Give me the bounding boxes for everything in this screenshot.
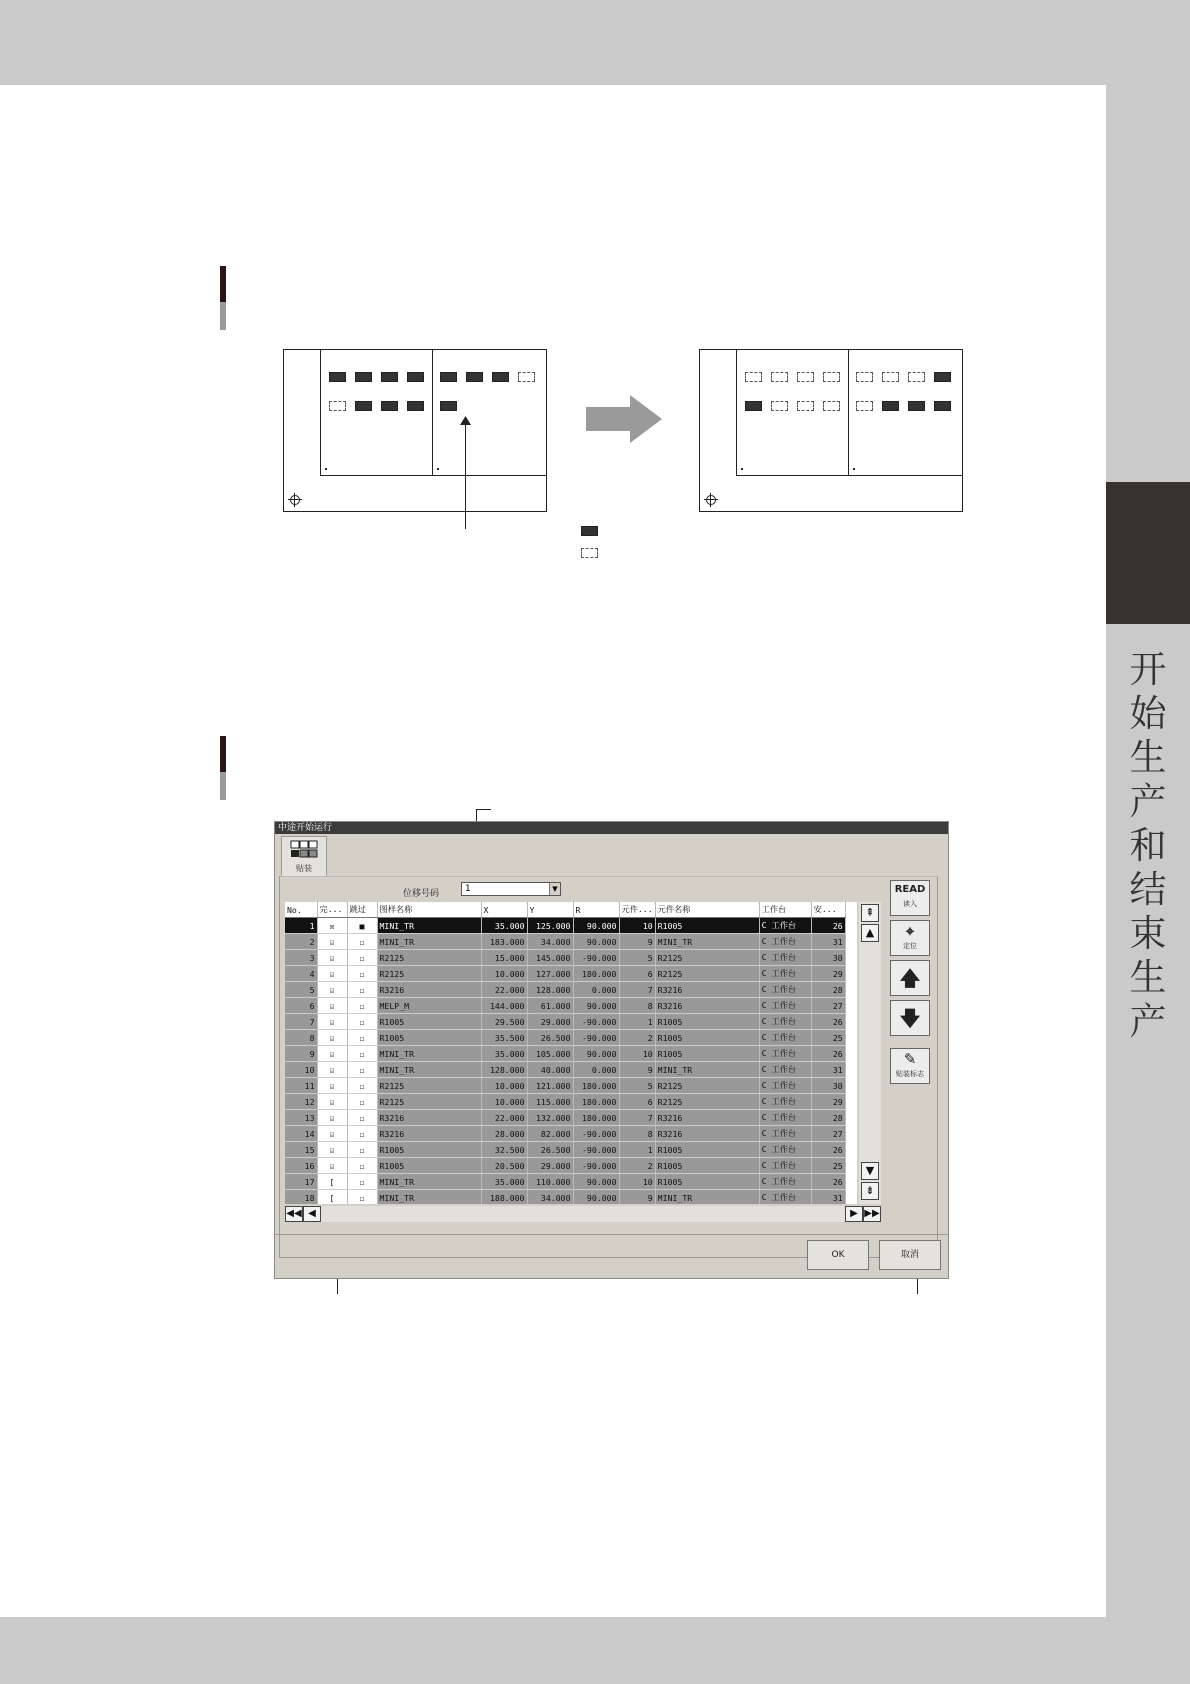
table-row[interactable] (285, 1078, 845, 1094)
table-cell: 10 (619, 1046, 655, 1062)
table-cell: 90.000 (573, 1174, 619, 1190)
table-cell: 8 (619, 1126, 655, 1142)
resume-dialog (274, 821, 949, 1279)
table-cell: -90.000 (573, 1142, 619, 1158)
skip-checkbox[interactable]: ☐ (347, 1094, 377, 1110)
table-cell: 31 (811, 934, 845, 950)
table-cell: MINI_TR (655, 934, 759, 950)
locate-label: 定位 (903, 942, 917, 950)
skip-checkbox[interactable]: ☐ (347, 998, 377, 1014)
col-header[interactable]: 安... (811, 902, 845, 918)
completed-checkbox[interactable]: ☑ (317, 1030, 347, 1046)
col-header[interactable]: No. (285, 902, 317, 918)
table-cell: 10.000 (481, 966, 527, 982)
cancel-button[interactable]: 取消 (879, 1240, 941, 1270)
table-cell: 18 (285, 1190, 317, 1205)
table-cell: R1005 (655, 1142, 759, 1158)
table-cell: MINI_TR (377, 934, 481, 950)
table-cell: 125.000 (527, 918, 573, 934)
table-cell: 40.000 (527, 1062, 573, 1078)
table-cell: 11 (285, 1078, 317, 1094)
completed-checkbox[interactable]: ☑ (317, 1110, 347, 1126)
table-cell: 27 (811, 998, 845, 1014)
scroll-last-icon[interactable]: ▶▶ (863, 1206, 881, 1222)
top-band (0, 0, 1190, 85)
locate-button[interactable] (890, 920, 930, 956)
leader-line (465, 422, 466, 529)
col-header[interactable]: 图样名称 (377, 902, 481, 918)
read-icon: READ (894, 884, 926, 895)
skip-checkbox[interactable]: ☐ (347, 1126, 377, 1142)
skip-checkbox[interactable]: ☐ (347, 1062, 377, 1078)
table-cell: MINI_TR (377, 1190, 481, 1205)
table-cell: R1005 (377, 1014, 481, 1030)
table-cell: R3216 (655, 998, 759, 1014)
table-cell: 180.000 (573, 1078, 619, 1094)
table-cell: 26 (811, 918, 845, 934)
mount-table (285, 902, 857, 1204)
table-cell: 31 (811, 1190, 845, 1205)
completed-checkbox[interactable]: ☑ (317, 1142, 347, 1158)
table-cell: 90.000 (573, 998, 619, 1014)
table-cell: R1005 (655, 1030, 759, 1046)
table-cell: 1 (619, 1142, 655, 1158)
table-cell: 35.000 (481, 918, 527, 934)
table-cell: R3216 (377, 1126, 481, 1142)
table-cell: -90.000 (573, 950, 619, 966)
table-cell: C 工作台 (759, 950, 811, 966)
completed-checkbox[interactable]: ☑ (317, 1094, 347, 1110)
table-cell: 2 (285, 934, 317, 950)
table-cell: 105.000 (527, 1046, 573, 1062)
arrow-down-icon: 🡇 (899, 1006, 921, 1030)
ok-button[interactable]: OK (807, 1240, 869, 1270)
table-row[interactable] (285, 934, 845, 950)
table-cell: C 工作台 (759, 1014, 811, 1030)
skip-checkbox[interactable]: ☐ (347, 1014, 377, 1030)
table-cell: R3216 (655, 1110, 759, 1126)
section-marker-2 (220, 736, 226, 800)
table-row[interactable] (285, 1062, 845, 1078)
table-cell: 180.000 (573, 1094, 619, 1110)
scroll-bottom-icon[interactable]: ⇟ (861, 1182, 879, 1200)
table-cell: 10 (619, 1174, 655, 1190)
table-cell: 15 (285, 1142, 317, 1158)
table-row[interactable] (285, 918, 845, 934)
table-cell: C 工作台 (759, 1046, 811, 1062)
table-cell: 6 (619, 966, 655, 982)
table-row[interactable] (285, 1190, 845, 1205)
table-cell: 35.000 (481, 1046, 527, 1062)
table-cell: 9 (619, 1190, 655, 1205)
table-cell: R1005 (655, 918, 759, 934)
table-cell: 26 (811, 1046, 845, 1062)
completed-checkbox[interactable]: ☑ (317, 950, 347, 966)
table-cell: 13 (285, 1110, 317, 1126)
table-cell: 8 (285, 1030, 317, 1046)
table-cell: 1 (285, 918, 317, 934)
scroll-right-icon[interactable]: ▶ (845, 1206, 863, 1222)
skip-checkbox[interactable]: ☐ (347, 966, 377, 982)
table-cell: MINI_TR (377, 1062, 481, 1078)
table-cell: 30 (811, 950, 845, 966)
skip-checkbox[interactable]: ☐ (347, 1078, 377, 1094)
completed-checkbox[interactable]: ☑ (317, 934, 347, 950)
table-cell: 28 (811, 982, 845, 998)
skip-checkbox[interactable]: ☐ (347, 934, 377, 950)
table-cell: C 工作台 (759, 918, 811, 934)
table-cell: 0.000 (573, 1062, 619, 1078)
table-cell: 127.000 (527, 966, 573, 982)
table-cell: 29 (811, 1094, 845, 1110)
table-cell: 128.000 (481, 1062, 527, 1078)
table-cell: 10 (619, 918, 655, 934)
table-cell: MINI_TR (377, 1174, 481, 1190)
table-cell: C 工作台 (759, 1110, 811, 1126)
table-cell: R3216 (377, 1110, 481, 1126)
table-cell: 25 (811, 1158, 845, 1174)
col-header[interactable]: X (481, 902, 527, 918)
table-cell: R1005 (655, 1158, 759, 1174)
table-cell: 35.500 (481, 1030, 527, 1046)
skip-checkbox[interactable]: ☐ (347, 1110, 377, 1126)
col-header[interactable]: Y (527, 902, 573, 918)
table-cell: 26 (811, 1142, 845, 1158)
table-cell: R1005 (655, 1014, 759, 1030)
table-cell: 14 (285, 1126, 317, 1142)
table-row[interactable] (285, 1142, 845, 1158)
table-cell: C 工作台 (759, 1126, 811, 1142)
table-cell: 26 (811, 1174, 845, 1190)
table-cell: 5 (619, 950, 655, 966)
table-row[interactable] (285, 1030, 845, 1046)
table-cell: 183.000 (481, 934, 527, 950)
table-cell: 10 (285, 1062, 317, 1078)
locate-icon: ⌖ (905, 922, 915, 940)
table-cell: R2125 (655, 966, 759, 982)
table-header (285, 902, 845, 918)
table-cell: C 工作台 (759, 1094, 811, 1110)
offset-select[interactable] (461, 882, 561, 896)
table-cell: -90.000 (573, 1126, 619, 1142)
table-cell: 3 (285, 950, 317, 966)
table-cell: 26.500 (527, 1142, 573, 1158)
table-cell: 20.500 (481, 1158, 527, 1174)
skip-checkbox[interactable]: ☐ (347, 1046, 377, 1062)
vertical-scrollbar[interactable] (859, 902, 881, 1204)
table-cell: 110.000 (527, 1174, 573, 1190)
offset-label: 位移号码 (403, 889, 440, 899)
table-cell: R1005 (655, 1046, 759, 1062)
completed-checkbox[interactable]: ☒ (317, 918, 347, 934)
table-cell: 1 (619, 1014, 655, 1030)
col-header[interactable]: 元件名称 (655, 902, 759, 918)
table-cell: R3216 (655, 982, 759, 998)
col-header[interactable]: 元件... (619, 902, 655, 918)
table-cell: 0.000 (573, 982, 619, 998)
table-cell: 180.000 (573, 966, 619, 982)
col-header[interactable]: 完... (317, 902, 347, 918)
table-cell: C 工作台 (759, 1174, 811, 1190)
table-cell: 82.000 (527, 1126, 573, 1142)
table-cell: 10.000 (481, 1094, 527, 1110)
arrow-up-icon: 🡅 (899, 966, 921, 990)
table-cell: 17 (285, 1174, 317, 1190)
table-cell: C 工作台 (759, 966, 811, 982)
completed-checkbox[interactable]: ☑ (317, 1078, 347, 1094)
table-cell: 34.000 (527, 1190, 573, 1205)
table-cell: R3216 (655, 1126, 759, 1142)
table-cell: R1005 (655, 1174, 759, 1190)
skip-checkbox[interactable]: ☐ (347, 1158, 377, 1174)
table-cell: C 工作台 (759, 998, 811, 1014)
scroll-top-icon[interactable]: ⇞ (861, 904, 879, 922)
table-cell: R2125 (377, 1078, 481, 1094)
bottom-band (0, 1617, 1190, 1684)
table-cell: 5 (619, 1078, 655, 1094)
table-cell: 29.500 (481, 1014, 527, 1030)
col-header[interactable]: R (573, 902, 619, 918)
skip-checkbox[interactable]: ☐ (347, 1190, 377, 1205)
leader-line-offset (476, 809, 491, 810)
table-cell: 31 (811, 1062, 845, 1078)
table-cell: R1005 (377, 1158, 481, 1174)
chapter-tab (1106, 482, 1190, 624)
table-cell: 22.000 (481, 1110, 527, 1126)
table-cell: R2125 (655, 950, 759, 966)
table-cell: 90.000 (573, 1190, 619, 1205)
table-cell: C 工作台 (759, 1142, 811, 1158)
read-label: 读入 (903, 900, 917, 908)
table-cell: 22.000 (481, 982, 527, 998)
table-cell: MELP_M (377, 998, 481, 1014)
table-row[interactable] (285, 1158, 845, 1174)
table-cell: 8 (619, 998, 655, 1014)
table-cell: C 工作台 (759, 1190, 811, 1205)
move-up-button[interactable] (890, 960, 930, 996)
table-cell: -90.000 (573, 1014, 619, 1030)
right-arrow-icon (586, 395, 662, 443)
offset-value: 1 (465, 884, 471, 894)
table-cell: C 工作台 (759, 1062, 811, 1078)
board-diagram-before (283, 349, 547, 512)
table-cell: 9 (619, 1062, 655, 1078)
table-cell: R2125 (377, 1094, 481, 1110)
table-cell: 30 (811, 1078, 845, 1094)
skip-checkbox[interactable]: ■ (347, 918, 377, 934)
table-row[interactable] (285, 982, 845, 998)
table-cell: C 工作台 (759, 1078, 811, 1094)
table-cell: 9 (619, 934, 655, 950)
table-cell: 180.000 (573, 1110, 619, 1126)
table-cell: 7 (285, 1014, 317, 1030)
scroll-left-icon[interactable]: ◀ (303, 1206, 321, 1222)
table-cell: 29.000 (527, 1158, 573, 1174)
legend-full-icon (581, 526, 598, 536)
table-cell: C 工作台 (759, 1158, 811, 1174)
table-cell: C 工作台 (759, 1030, 811, 1046)
table-cell: 145.000 (527, 950, 573, 966)
skip-checkbox[interactable]: ☐ (347, 1142, 377, 1158)
table-cell: C 工作台 (759, 982, 811, 998)
chapter-label: 开始生产和结束生产 (1129, 648, 1167, 1043)
completed-checkbox[interactable]: ☑ (317, 1126, 347, 1142)
table-cell: 32.500 (481, 1142, 527, 1158)
table-cell: 144.000 (481, 998, 527, 1014)
table-cell: 26.500 (527, 1030, 573, 1046)
mount-icon (290, 840, 318, 858)
table-cell: 132.000 (527, 1110, 573, 1126)
col-header[interactable]: 工作台 (759, 902, 811, 918)
skip-checkbox[interactable]: ☐ (347, 1174, 377, 1190)
table-cell: 12 (285, 1094, 317, 1110)
completed-checkbox[interactable]: ☑ (317, 998, 347, 1014)
completed-checkbox[interactable]: ☑ (317, 1158, 347, 1174)
table-cell: 7 (619, 1110, 655, 1126)
arrow-up-icon (460, 416, 471, 425)
table-cell: 6 (285, 998, 317, 1014)
completed-checkbox[interactable]: ☑ (317, 1062, 347, 1078)
table-cell: 9 (285, 1046, 317, 1062)
table-cell: -90.000 (573, 1158, 619, 1174)
table-cell: 10.000 (481, 1078, 527, 1094)
table-cell: 6 (619, 1094, 655, 1110)
table-cell: 29 (811, 966, 845, 982)
table-row[interactable] (285, 1094, 845, 1110)
table-cell: R1005 (377, 1030, 481, 1046)
horizontal-scrollbar[interactable] (285, 1206, 881, 1222)
table-cell: 29.000 (527, 1014, 573, 1030)
read-button[interactable] (890, 880, 930, 916)
mount-mark-label: 贴装标志 (896, 1070, 924, 1078)
table-cell: 2 (619, 1030, 655, 1046)
table-cell: 90.000 (573, 1046, 619, 1062)
completed-checkbox[interactable]: [ (317, 1174, 347, 1190)
table-cell: 27 (811, 1126, 845, 1142)
table-cell: 28.000 (481, 1126, 527, 1142)
table-cell: MINI_TR (655, 1062, 759, 1078)
table-row[interactable] (285, 1174, 845, 1190)
board-diagram-after (699, 349, 963, 512)
dialog-title: 中途开始运行 (275, 822, 948, 834)
table-cell: 26 (811, 1014, 845, 1030)
table-row[interactable] (285, 1126, 845, 1142)
table-cell: R2125 (377, 950, 481, 966)
table-cell: MINI_TR (377, 918, 481, 934)
legend-empty-icon (581, 548, 598, 558)
completed-checkbox[interactable]: ☑ (317, 966, 347, 982)
table-row[interactable] (285, 1014, 845, 1030)
scroll-down-icon[interactable]: ▼ (861, 1162, 879, 1180)
mount-mark-button[interactable] (890, 1048, 930, 1084)
table-cell: R3216 (377, 982, 481, 998)
table-cell: 115.000 (527, 1094, 573, 1110)
table-cell: C 工作台 (759, 934, 811, 950)
table-cell: 128.000 (527, 982, 573, 998)
table-cell: R2125 (655, 1078, 759, 1094)
table-row[interactable] (285, 966, 845, 982)
table-cell: 35.000 (481, 1174, 527, 1190)
table-row[interactable] (285, 1110, 845, 1126)
table-row[interactable] (285, 998, 845, 1014)
table-cell: MINI_TR (655, 1190, 759, 1205)
table-cell: 4 (285, 966, 317, 982)
table-cell: 16 (285, 1158, 317, 1174)
table-cell: 188.000 (481, 1190, 527, 1205)
tab-mount[interactable] (281, 836, 327, 877)
tab-mount-label: 贴装 (296, 864, 312, 873)
table-cell: 61.000 (527, 998, 573, 1014)
skip-checkbox[interactable]: ☐ (347, 950, 377, 966)
table-cell: 25 (811, 1030, 845, 1046)
completed-checkbox[interactable]: [ (317, 1190, 347, 1205)
col-header[interactable]: 跳过 (347, 902, 377, 918)
pencil-icon: ✎ (903, 1050, 917, 1068)
completed-checkbox[interactable]: ☑ (317, 1014, 347, 1030)
move-down-button[interactable] (890, 1000, 930, 1036)
table-cell: MINI_TR (377, 1046, 481, 1062)
table-cell: R1005 (377, 1142, 481, 1158)
skip-checkbox[interactable]: ☐ (347, 1030, 377, 1046)
completed-checkbox[interactable]: ☑ (317, 982, 347, 998)
table-cell: R2125 (377, 966, 481, 982)
table-cell: 90.000 (573, 934, 619, 950)
table-cell: 7 (619, 982, 655, 998)
table-cell: 90.000 (573, 918, 619, 934)
table-cell: 5 (285, 982, 317, 998)
skip-checkbox[interactable]: ☐ (347, 982, 377, 998)
section-marker-1 (220, 266, 226, 330)
table-row[interactable] (285, 950, 845, 966)
table-cell: 2 (619, 1158, 655, 1174)
completed-checkbox[interactable]: ☑ (317, 1046, 347, 1062)
table-cell: 28 (811, 1110, 845, 1126)
scroll-first-icon[interactable]: ◀◀ (285, 1206, 303, 1222)
chevron-down-icon[interactable]: ▼ (549, 883, 560, 895)
table-cell: 15.000 (481, 950, 527, 966)
table-row[interactable] (285, 1046, 845, 1062)
scroll-up-icon[interactable]: ▲ (861, 924, 879, 942)
table-cell: 34.000 (527, 934, 573, 950)
table-cell: R2125 (655, 1094, 759, 1110)
table-cell: -90.000 (573, 1030, 619, 1046)
table-cell: 121.000 (527, 1078, 573, 1094)
